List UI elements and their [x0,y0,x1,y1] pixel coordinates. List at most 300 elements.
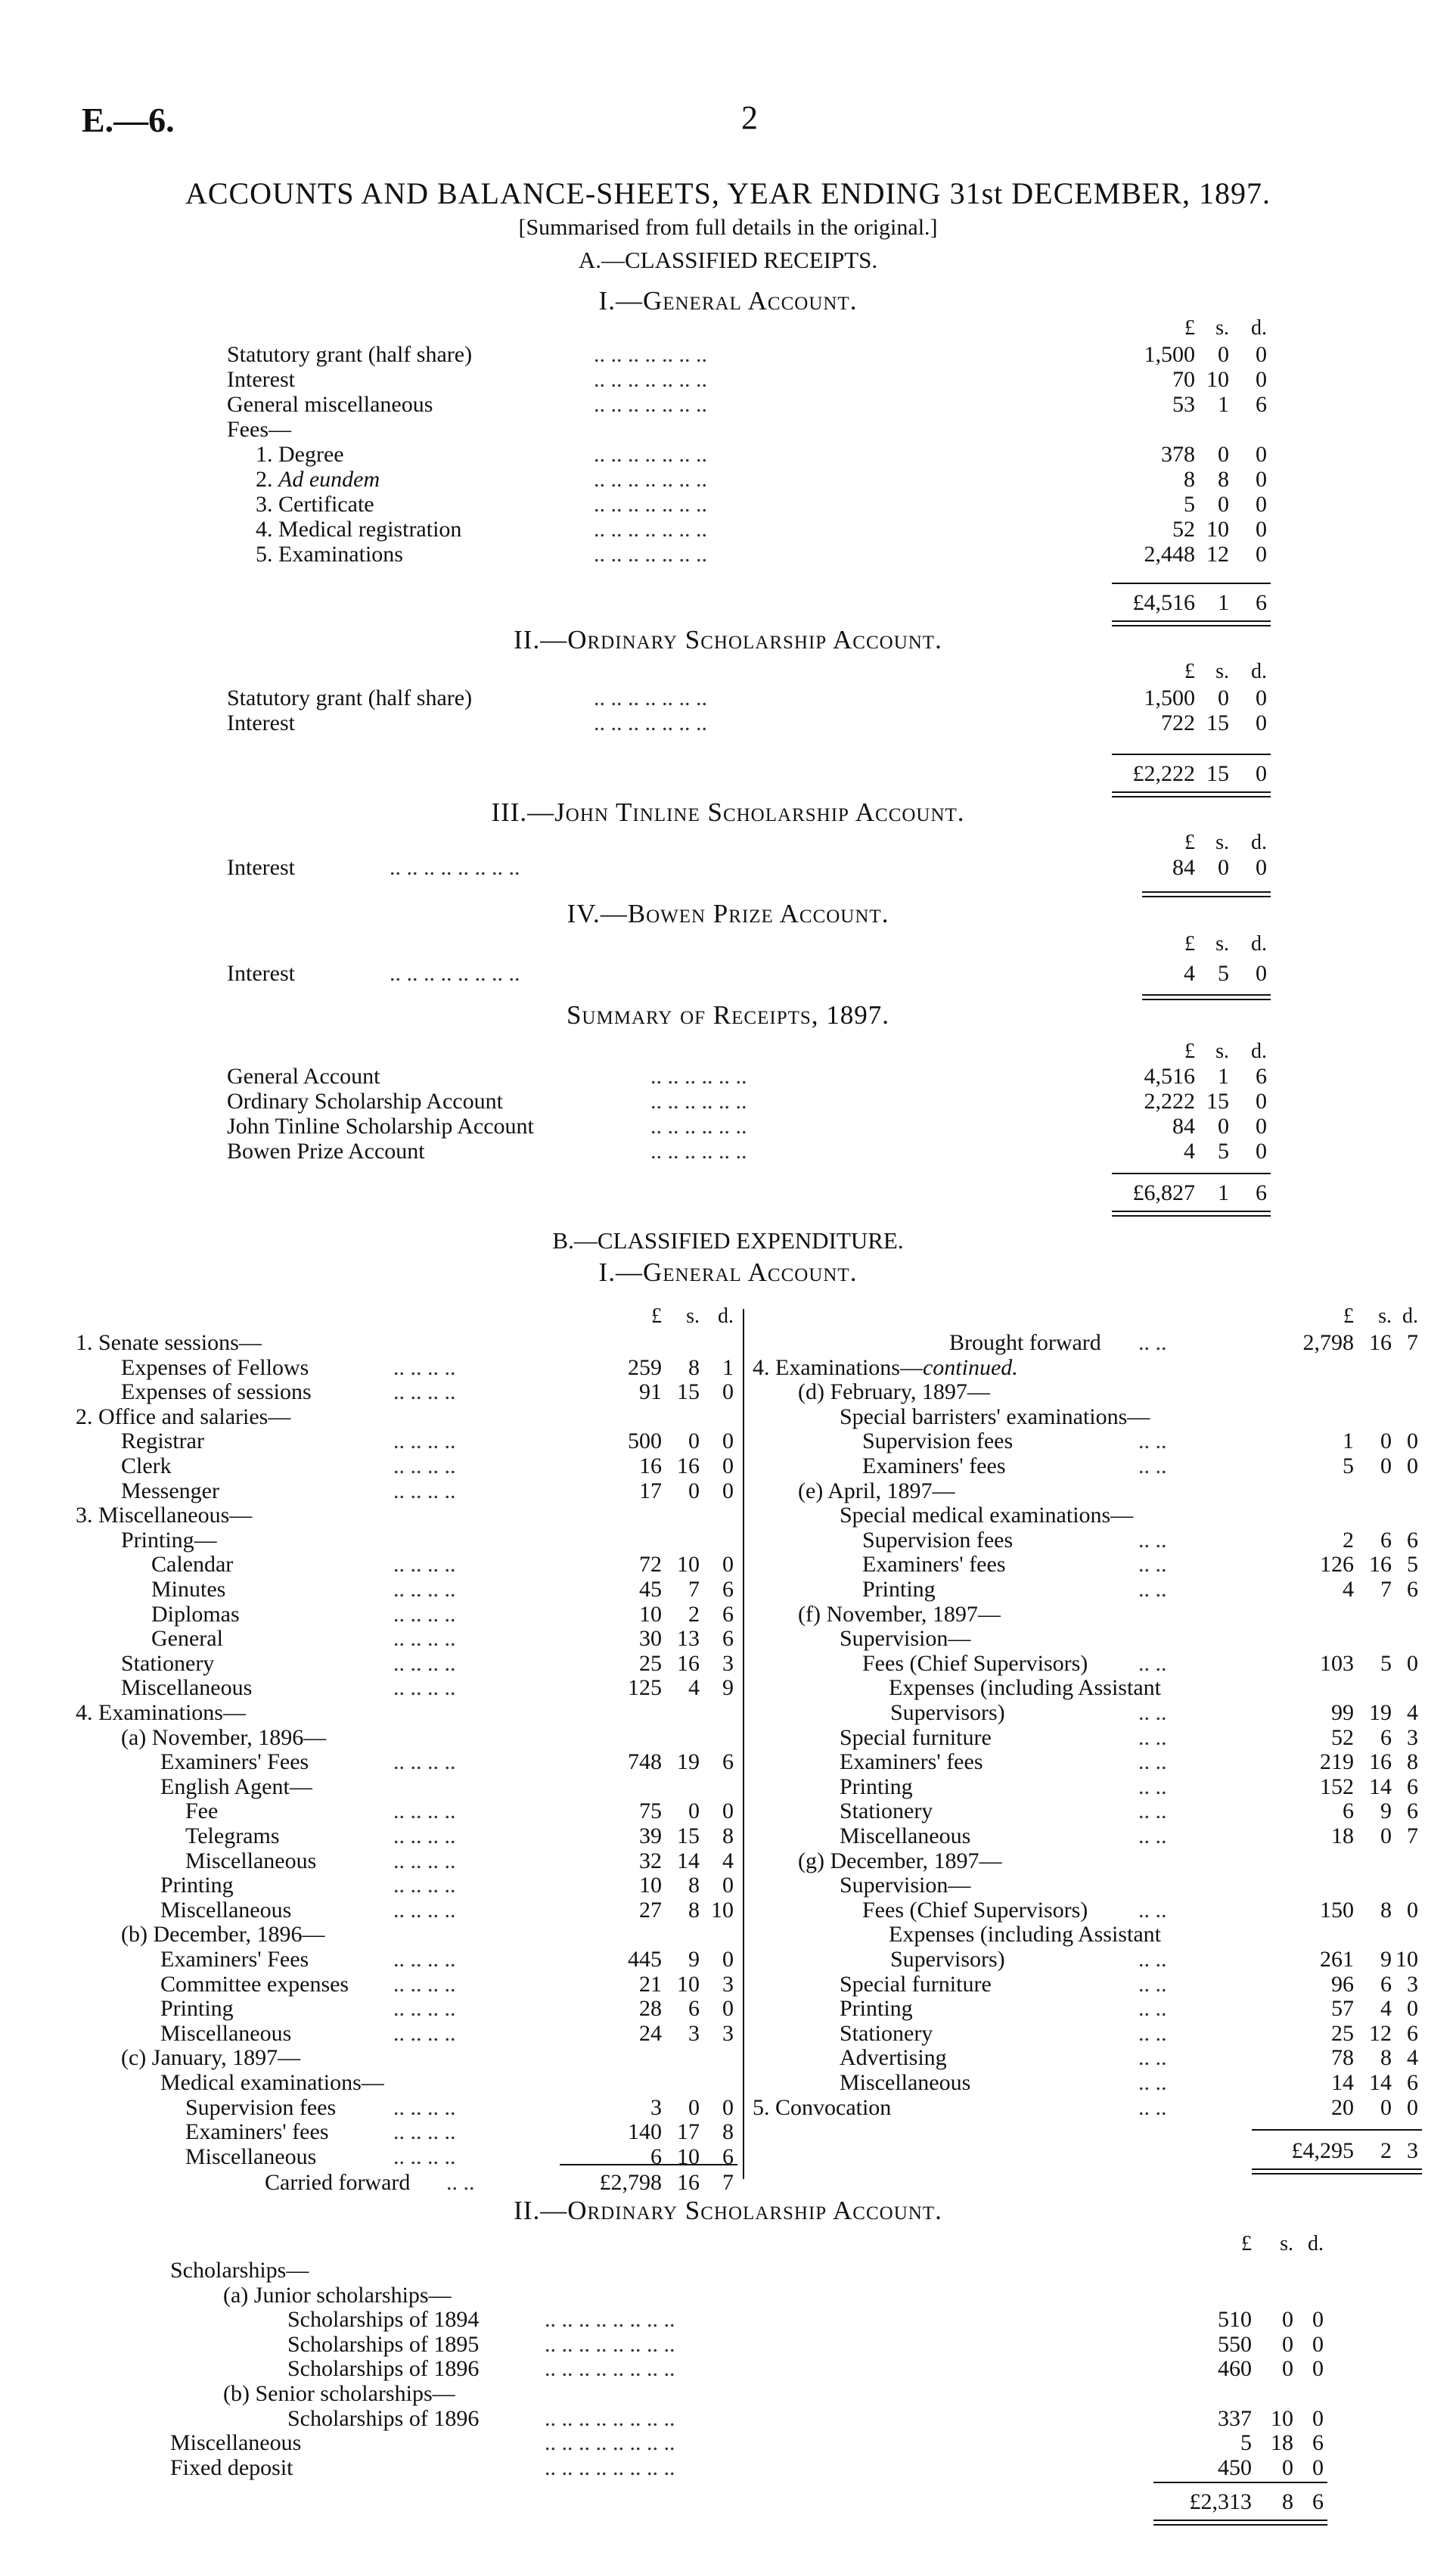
expenditure-row-label: Printing [840,1774,913,1799]
amount-shillings: 0 [1282,2454,1293,2480]
amount-pounds: 6 [650,2143,662,2169]
amount-shillings: 0 [1218,685,1229,710]
receipt-row [227,442,1286,468]
expenditure-row [76,1503,741,1528]
currency-shillings: s. [1215,660,1229,683]
leader-dots: .. .. .. .. .. .. .. [594,492,707,517]
currency-pence: d. [1251,932,1267,956]
amount-pence: 0 [722,1798,734,1824]
amount-shillings: 16 [1369,1552,1392,1578]
section-a-heading: A.—CLASSIFIED RECEIPTS. [578,247,878,273]
amount-pence: 5 [1407,1552,1418,1578]
leader-dots: .. .. .. .. .. .. [650,1139,747,1164]
amount-pounds: 10 [639,1873,662,1898]
leader-dots: .. .. .. .. .. .. .. [594,342,707,367]
expenditure-row [753,1996,1418,2022]
receipts-tinline-heading: III.—John Tinline Scholarship Account. [491,797,965,827]
amount-shillings: 8 [1218,467,1229,492]
expenditure-row [76,1947,741,1972]
amount-pounds: 91 [639,1379,662,1405]
amount-pence: 6 [1407,1774,1418,1799]
amount-pence: 0 [722,1552,734,1578]
leader-dots: .. .. .. .. [393,1552,456,1578]
amount-pounds: 96 [1331,1971,1354,1997]
expenditure-row [753,1922,1418,1948]
amount-shillings: 0 [1218,855,1229,880]
leader-dots: .. .. [1138,1897,1167,1923]
amount-pence: 0 [1256,1089,1267,1114]
expenditure-row-label: (d) February, 1897— [798,1379,990,1405]
amount-pence: 0 [722,1947,734,1972]
amount-shillings: 4 [688,1675,700,1701]
amount-pence: 6 [1407,2070,1418,2095]
expenditure-row-label: (c) January, 1897— [121,2045,301,2071]
currency-shillings: s. [1378,1304,1392,1328]
expenditure-row [76,2119,741,2145]
currency-pounds: £ [1184,316,1195,340]
amount-pence: 4 [722,1848,734,1873]
amount-pence: 4 [1407,2045,1418,2071]
amount-shillings: 0 [1380,2094,1392,2120]
leader-dots: .. .. [1138,1428,1167,1454]
amount-pounds: 24 [639,2020,662,2046]
expenditure-row-label: Expenses (including Assistant [889,1922,1161,1948]
amount-shillings: 0 [1380,1428,1392,1454]
leader-dots: .. .. .. .. .. .. [650,1114,747,1139]
leader-dots: .. .. .. .. [393,2094,456,2120]
leader-dots: .. .. [1138,1724,1167,1750]
expenditure-left-currency-header [76,1304,734,1330]
amount-pounds: 21 [639,1971,662,1997]
amount-pence: 8 [722,2119,734,2145]
amount-pounds: 99 [1331,1700,1354,1725]
expenditure-row-label: Expenses of sessions [121,1379,312,1405]
amount-pounds: 140 [628,2119,662,2145]
leader-dots: .. .. [1138,2070,1167,2095]
receipt-row-label: Statutory grant (half share) [227,342,473,367]
amount-shillings: 10 [677,1971,700,1997]
report-code: E.—6. [82,101,175,139]
expenditure-row-label: Examiners' Fees [160,1749,309,1775]
expenditure-row-label: Fee [185,1798,219,1824]
amount-pounds: 84 [1172,855,1195,880]
amount-pence: 6 [1407,1577,1418,1602]
receipts-general-total [227,590,1286,616]
amount-pounds: 18 [1331,1823,1354,1848]
amount-shillings: 15 [677,1379,700,1405]
leader-dots: .. .. .. .. [393,2143,456,2169]
expenditure-row-label: Printing— [121,1527,217,1553]
expenditure-row-label: Miscellaneous [840,2070,971,2095]
section-b-heading: B.—CLASSIFIED EXPENDITURE. [552,1227,904,1254]
receipts-ordinary-heading: II.—Ordinary Scholarship Account. [514,625,942,654]
currency-pounds: £ [1184,831,1195,854]
amount-pence: 0 [1256,517,1267,542]
receipts-ordinary-total [227,761,1286,787]
expenditure-row-label: 4. Examinations—continued. [753,1354,1018,1380]
receipts-ordinary-currency-header [227,660,1267,685]
amount-pence: 0 [722,1996,734,2022]
amount-pence: 9 [722,1675,734,1701]
leader-dots: .. .. [1138,1453,1167,1478]
expenditure-row [76,1478,741,1504]
leader-dots: .. .. [1138,1749,1167,1775]
leader-dots: .. .. [1138,1798,1167,1824]
leader-dots: .. .. .. .. .. .. [650,1089,747,1114]
expenditure-row [76,1379,741,1405]
carried-forward-row: Carried forward .. .. £2,798 16 7 [265,2170,734,2195]
scholarship-row [170,2307,1380,2333]
expenditure-row-label: Stationery [840,2020,933,2046]
amount-pence: 6 [722,1577,734,1602]
expenditure-row-label: (b) December, 1896— [121,1922,325,1948]
scholarship-row-label: Scholarships of 1895 [287,2331,480,2357]
amount-shillings: 5 [1380,1650,1392,1676]
amount-shillings: 0 [1218,492,1229,517]
amount-pence: 3 [722,1650,734,1676]
amount-pounds: 17 [639,1478,662,1503]
amount-shillings: 6 [1380,1971,1392,1997]
amount-pence: 0 [1407,1996,1418,2022]
expenditure-row-label: Supervision fees [862,1527,1014,1553]
leader-dots: .. .. [1138,1823,1167,1848]
amount-pounds: 16 [639,1453,662,1478]
amount-pence: 7 [1407,1823,1418,1848]
leader-dots: .. .. [1138,1577,1167,1602]
leader-dots: .. .. [1138,1971,1167,1997]
amount-pounds: 1 [1343,1428,1354,1454]
receipts-ordinary-subtotal-rule [1112,754,1271,755]
scholarship-row-label: Scholarships of 1896 [287,2356,480,2382]
amount-pence: 6 [1312,2489,1324,2514]
expenditure-row [753,1823,1418,1849]
expenditure-row [753,1675,1418,1701]
amount-pence: 0 [1256,542,1267,567]
expenditure-row [76,2021,741,2047]
currency-shillings: s. [686,1304,700,1328]
receipt-row [227,710,1286,736]
amount-pounds: 30 [639,1626,662,1652]
amount-pounds: 259 [628,1354,662,1380]
expenditure-row-label: Supervision— [840,1626,971,1652]
amount-pence: 0 [1312,2405,1324,2431]
receipt-row [227,367,1286,393]
summary-row [227,1064,1286,1090]
amount-pence: 6 [722,1749,734,1775]
amount-shillings: 15 [1206,761,1229,786]
amount-pence: 0 [722,1453,734,1478]
expenditure-row-label: Registrar [121,1428,204,1454]
amount-pence: 7 [722,2170,734,2195]
expenditure-row [753,1774,1418,1800]
amount-pounds: 45 [639,1577,662,1602]
expenditure-row [753,1404,1418,1430]
amount-shillings: 15 [677,1823,700,1848]
expenditure-row [753,1552,1418,1578]
expenditure-row [753,2021,1418,2047]
expenditure-row-label: Supervision— [840,1873,971,1898]
amount-shillings: 19 [1369,1700,1392,1725]
receipts-summary-currency-header [227,1040,1267,1065]
leader-dots: .. .. .. .. [393,1626,456,1652]
scholarship-row [170,2258,1380,2283]
amount-pence: 0 [1256,367,1267,392]
expenditure-row-label: 4. Examinations— [76,1700,246,1725]
amount-pounds: 103 [1320,1650,1354,1676]
leader-dots: .. .. .. .. .. .. .. [594,542,707,567]
receipt-row-label: Interest [227,710,295,735]
expenditure-row-label: Diplomas [151,1601,240,1627]
receipts-summary-heading: Summary of Receipts, 1897. [566,1000,890,1030]
amount-shillings: 16 [677,1453,700,1478]
amount-pounds: 4,516 [1144,1064,1195,1089]
amount-shillings: 12 [1206,542,1229,567]
expenditure-row [76,1552,741,1578]
expenditure-row [753,1478,1418,1504]
leader-dots: .. .. .. .. [393,1601,456,1627]
receipt-row [227,467,1286,493]
expenditure-row-label: Miscellaneous [185,2143,317,2169]
document-title: ACCOUNTS AND BALANCE-SHEETS, YEAR ENDING 31st DECEMBER, 1897. [185,176,1271,210]
expenditure-row-label: Examiners' fees [862,1453,1006,1478]
amount-shillings: 0 [1218,442,1229,467]
leader-dots: .. .. [1138,1552,1167,1578]
receipt-row [227,961,1286,987]
amount-pence: 0 [1256,710,1267,735]
receipts-summary-total-rule [1112,1211,1271,1217]
expenditure-row-label: Miscellaneous [160,1897,292,1923]
receipt-row [227,342,1286,368]
leader-dots: .. .. [1138,1650,1167,1676]
leader-dots: .. .. .. .. .. .. .. .. [545,2356,675,2382]
expenditure-row [753,2095,1418,2121]
expenditure-row-label: Examiners' fees [840,1749,983,1775]
receipt-row-label: 5. Examinations [256,542,403,567]
amount-shillings: 7 [1380,1577,1392,1602]
carried-forward-label: Carried forward [265,2170,411,2195]
currency-pence: d. [1251,1040,1267,1063]
amount-shillings: 0 [688,2094,700,2120]
amount-shillings: 10 [1206,517,1229,542]
currency-shillings: s. [1215,1040,1229,1063]
expenditure-row [753,1453,1418,1479]
leader-dots: .. .. .. .. .. .. .. .. [390,961,520,986]
amount-pounds: 1,500 [1144,685,1195,710]
currency-pounds: £ [1184,660,1195,683]
amount-pounds: 75 [639,1798,662,1824]
amount-pence: 6 [1407,1798,1418,1824]
amount-pence: 1 [722,1354,734,1380]
amount-pence: 6 [1256,392,1267,417]
receipts-bowen-currency-header [227,932,1267,958]
amount-shillings: 15 [1206,1089,1229,1114]
scholarship-row [170,2381,1380,2407]
expenditure-row [76,1355,741,1381]
expenditure-row-label: Special barristers' examinations— [840,1404,1150,1429]
leader-dots: .. .. .. .. [393,1873,456,1898]
expenditure-row-label: Minutes [151,1577,226,1602]
expenditure-row [753,2045,1418,2071]
expenditure-row-label: Printing [160,1996,234,2022]
amount-pence: 7 [1407,1330,1418,1355]
expenditure-row [76,1453,741,1479]
expenditure-row [76,2095,741,2121]
amount-shillings: 10 [1206,367,1229,392]
amount-pounds: 39 [639,1823,662,1848]
expenditure-row [753,1898,1418,1923]
leader-dots: .. .. .. .. .. .. .. .. [545,2430,675,2456]
expenditure-row [753,1700,1418,1726]
amount-pounds: 3 [650,2094,662,2120]
expenditure-row-label: Messenger [121,1478,219,1503]
receipts-ordinary-total-rule [1112,791,1271,797]
amount-pounds: 125 [628,1675,662,1701]
amount-shillings: 14 [677,1848,700,1873]
expenditure-row-label: Fees (Chief Supervisors) [862,1650,1088,1676]
amount-pounds: 445 [628,1947,662,1972]
amount-pence: 0 [1312,2454,1324,2480]
expenditure-row [76,1675,741,1701]
amount-pounds: 70 [1172,367,1195,392]
expenditure-row-label: Printing [840,1996,913,2022]
amount-pounds: 261 [1320,1947,1354,1972]
amount-shillings: 0 [1282,2356,1293,2382]
leader-dots: .. .. .. .. [393,1453,456,1478]
amount-pounds: 378 [1161,442,1195,467]
page-number: 2 [741,99,758,136]
amount-pence: 3 [722,1971,734,1997]
amount-pence: 0 [722,1478,734,1503]
amount-pounds: 4 [1184,961,1195,986]
leader-dots: .. .. .. .. [393,1478,456,1503]
expenditure-row-label: Printing [862,1577,936,1602]
amount-shillings: 13 [677,1626,700,1652]
amount-shillings: 6 [1380,1527,1392,1553]
leader-dots: .. .. .. .. [393,1577,456,1602]
leader-dots: .. .. .. .. [393,1897,456,1923]
leader-dots: .. .. .. .. [393,1749,456,1775]
receipt-row-label: Interest [227,961,295,986]
amount-pounds: 5 [1343,1453,1354,1478]
amount-shillings: 9 [1380,1947,1392,1972]
amount-pounds: 32 [639,1848,662,1873]
amount-shillings: 15 [1206,710,1229,735]
expenditure-row [76,1602,741,1627]
document-subtitle: [Summarised from full details in the original.] [518,215,938,240]
summary-row-label: General Account [227,1064,380,1089]
scholarship-row-label: Scholarships— [170,2258,309,2283]
amount-pence: 0 [1256,761,1267,786]
expenditure-row [753,1798,1418,1824]
receipt-row-label: 3. Certificate [256,492,374,517]
expenditure-row-label: Stationery [840,1798,933,1824]
receipt-row [227,855,1286,881]
expenditure-row [76,1798,741,1824]
amount-pence: 3 [1407,1971,1418,1997]
currency-pounds: £ [1241,2232,1252,2255]
summary-row-label: John Tinline Scholarship Account [227,1114,534,1139]
receipt-row [227,517,1286,542]
leader-dots: .. .. .. .. [393,1650,456,1676]
amount-shillings: 17 [677,2119,700,2145]
carried-forward-rule [560,2164,737,2165]
amount-shillings: 10 [677,2143,700,2169]
amount-shillings: 5 [1218,1139,1229,1164]
scholarship-row-label: (a) Junior scholarships— [223,2282,452,2308]
amount-shillings: 12 [1369,2020,1392,2046]
receipts-summary-total [227,1180,1286,1206]
leader-dots: .. .. [1138,1700,1167,1725]
leader-dots: .. .. .. .. .. .. .. .. [545,2307,675,2333]
amount-pounds: 460 [1218,2356,1252,2382]
amount-pounds: 25 [639,1650,662,1676]
expenditure-row-label: Committee expenses [160,1971,349,1997]
amount-pence: 0 [1256,342,1267,367]
amount-pounds: 2,448 [1144,542,1195,567]
expenditure-row [76,1749,741,1775]
amount-pounds: 4 [1184,1139,1195,1164]
leader-dots: .. .. .. .. [393,1971,456,1997]
expenditure-row [753,1355,1418,1381]
amount-shillings: 19 [677,1749,700,1775]
column-divider [743,1309,744,2179]
amount-shillings: 2 [1380,2138,1392,2163]
amount-pence: 0 [1256,492,1267,517]
amount-shillings: 3 [688,2020,700,2046]
amount-shillings: 8 [1380,1897,1392,1923]
receipt-row [227,542,1286,567]
amount-pounds: £4,516 [1132,590,1195,615]
amount-pounds: 550 [1218,2331,1252,2357]
leader-dots: .. .. .. .. [393,1428,456,1454]
amount-pence: 3 [1407,2138,1418,2163]
expenditure-row [76,1700,741,1726]
expenditure-row [76,1972,741,1997]
scholarship-row [170,2455,1380,2481]
receipt-row-label: Statutory grant (half share) [227,685,473,710]
summary-row-label: Bowen Prize Account [227,1139,425,1164]
amount-pounds: 219 [1320,1749,1354,1775]
amount-shillings: 14 [1369,2070,1392,2095]
expenditure-row-label: Supervision fees [862,1428,1014,1454]
currency-pounds: £ [1343,1304,1354,1328]
amount-pounds: 84 [1172,1114,1195,1139]
expenditure-row [76,1898,741,1923]
expenditure-ordinary-total-rule [1153,2520,1327,2526]
amount-shillings: 9 [688,1947,700,1972]
receipts-bowen-total-rule [1142,994,1271,1000]
amount-pence: 0 [1407,1453,1418,1478]
summary-row [227,1114,1286,1139]
amount-pounds: 450 [1218,2454,1252,2480]
receipt-row-label: 1. Degree [256,442,344,467]
amount-pounds: 6 [1343,1798,1354,1824]
amount-pounds: 72 [639,1552,662,1578]
leader-dots: .. .. .. .. .. .. .. .. [545,2331,675,2357]
amount-pence: 0 [1312,2307,1324,2333]
amount-pounds: 500 [628,1428,662,1454]
expenditure-row [76,1823,741,1849]
amount-shillings: 5 [1218,961,1229,986]
leader-dots: .. .. .. .. .. .. .. [594,685,707,710]
amount-pounds: 57 [1331,1996,1354,2022]
amount-pounds: 52 [1331,1724,1354,1750]
amount-pounds: £2,798 [599,2170,662,2195]
receipts-tinline-total-rule [1142,891,1271,897]
amount-pounds: £4,295 [1291,2138,1354,2163]
amount-pence: 0 [1256,855,1267,880]
receipt-row-label: Interest [227,855,295,880]
